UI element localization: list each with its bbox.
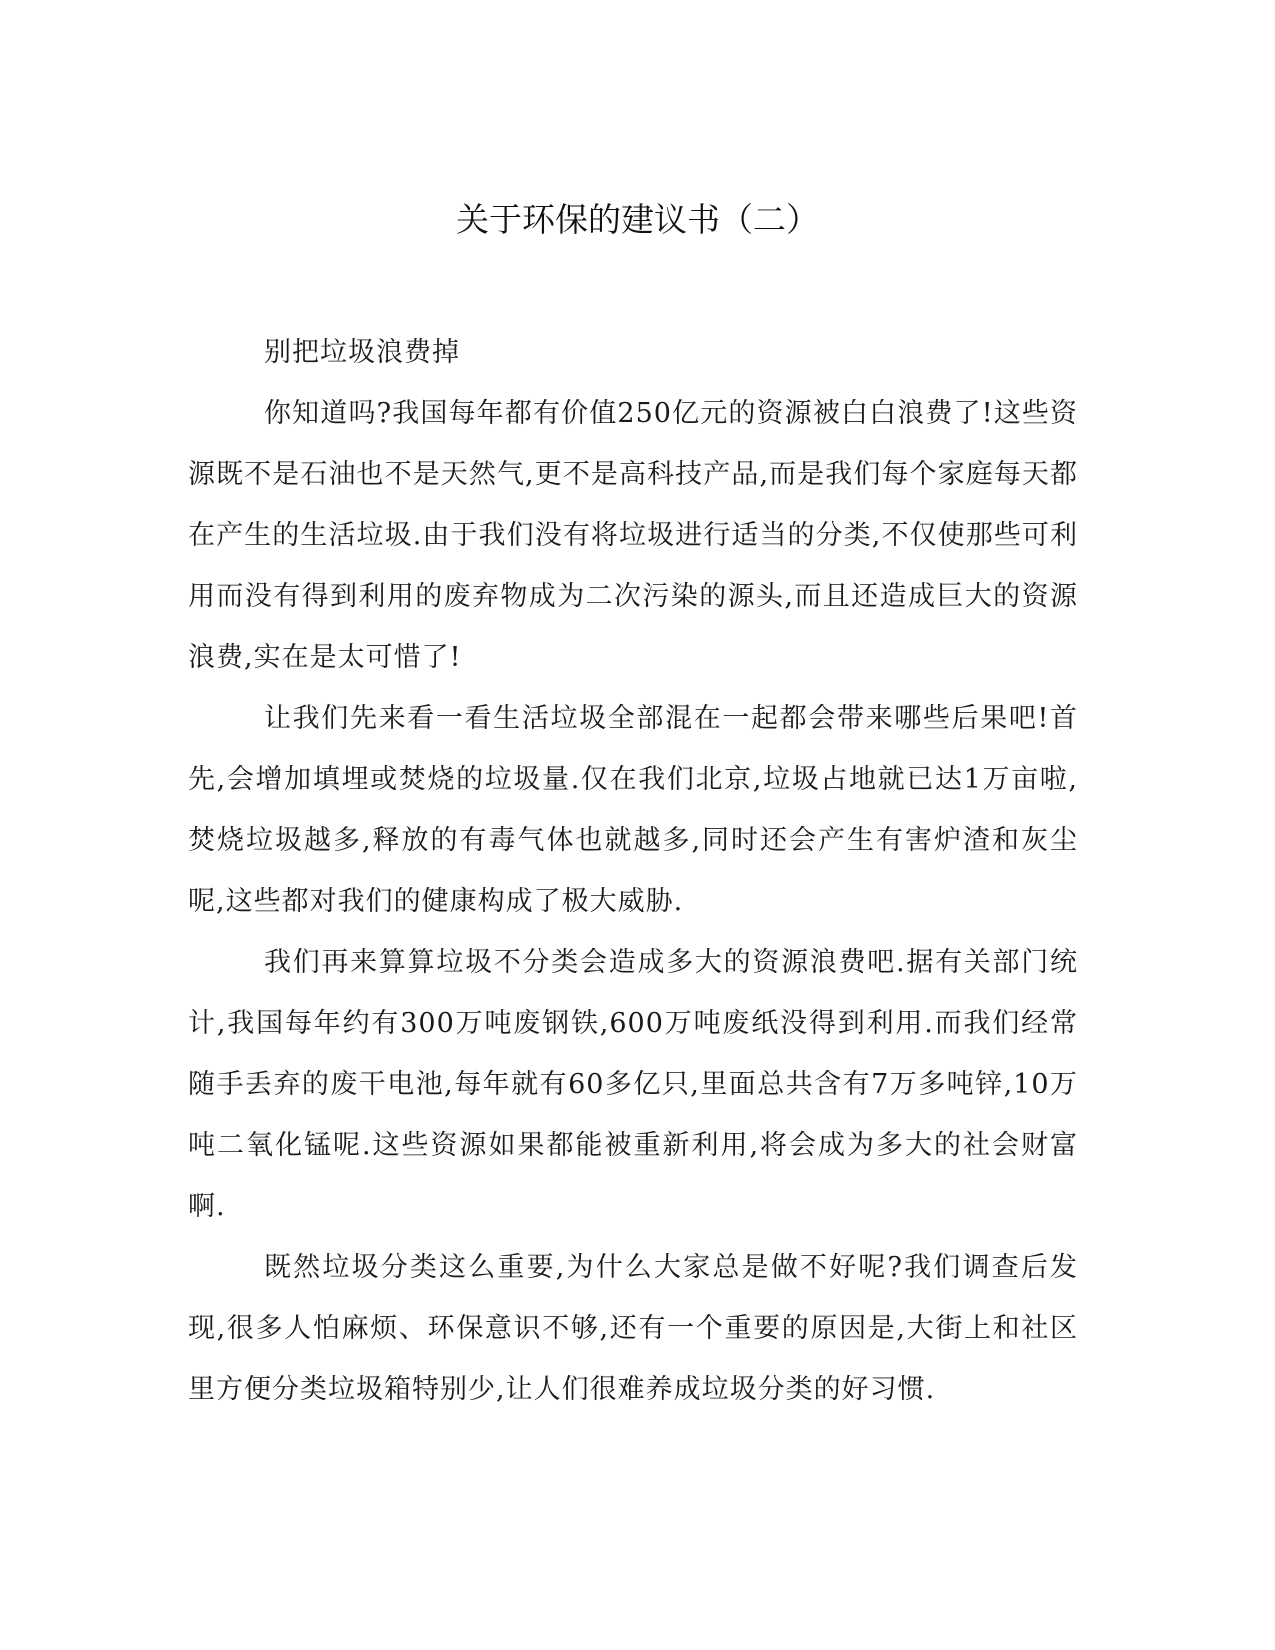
- document-body: [188, 322, 1078, 1420]
- document-title: 关于环保的建议书（二）: [456, 200, 819, 239]
- body-paragraph: 我们再来算算垃圾不分类会造成多大的资源浪费吧.据有关部门统计,我国每年约有300万吨废钢铁,600万吨废纸没得到利用.而我们经常随手丢弃的废干电池,每年就有60多亿只,里面总共含有7万多吨锌,10万吨二氧化锰呢.这些资源如果都能被重新利用,将会成为多大的社会财富啊.: [188, 947, 1078, 1222]
- body-paragraph: 让我们先来看一看生活垃圾全部混在一起都会带来哪些后果吧!首先,会增加填埋或焚烧的垃圾量.仅在我们北京,垃圾占地就已达1万亩啦,焚烧垃圾越多,释放的有毒气体也就越多,同时还会产生有害炉渣和灰尘呢,这些都对我们的健康构成了极大威胁.: [188, 703, 1078, 917]
- body-paragraph: 你知道吗?我国每年都有价值250亿元的资源被白白浪费了!这些资源既不是石油也不是天然气,更不是高科技产品,而是我们每个家庭每天都在产生的生活垃圾.由于我们没有将垃圾进行适当的分类,不仅使那些可利用而没有得到利用的废弃物成为二次污染的源头,而且还造成巨大的资源浪费,实在是太可惜了!: [188, 398, 1078, 673]
- body-paragraph: 既然垃圾分类这么重要,为什么大家总是做不好呢?我们调查后发现,很多人怕麻烦、环保意识不够,还有一个重要的原因是,大街上和社区里方便分类垃圾箱特别少,让人们很难养成垃圾分类的好习惯.: [188, 1252, 1078, 1405]
- subtitle-paragraph: 别把垃圾浪费掉: [264, 337, 460, 368]
